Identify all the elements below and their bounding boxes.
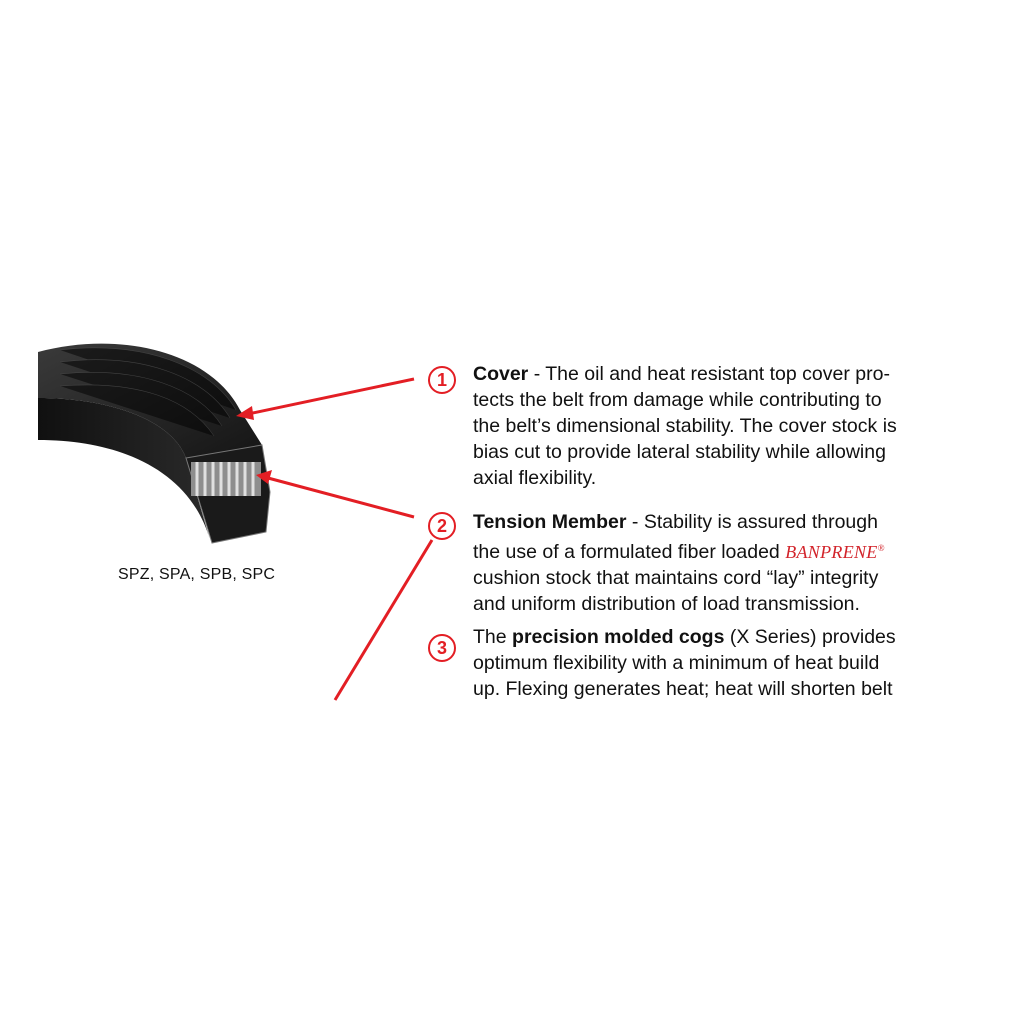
text-line: the use of a formulated fiber loaded BANPRENE® xyxy=(473,541,885,563)
text-line: cushion stock that maintains cord “lay” integrity xyxy=(473,567,879,589)
text-line: axial flexibility. xyxy=(473,467,597,489)
text-line: and uniform distribution of load transmission. xyxy=(473,593,860,615)
number-marker-2: 2 xyxy=(428,512,456,540)
description-cover xyxy=(473,361,953,491)
term-tension-member: Tension Member xyxy=(473,511,627,533)
text-line: tects the belt from damage while contributing to xyxy=(473,389,882,411)
text-line: The precision molded cogs (X Series) provides xyxy=(473,626,896,648)
banprene-brand: BANPRENE® xyxy=(785,542,885,562)
description-precision-cogs xyxy=(473,624,953,702)
term-precision-molded-cogs: precision molded cogs xyxy=(512,626,725,648)
leader-line-cogs xyxy=(335,540,432,700)
text-line: the belt’s dimensional stability. The cover stock is xyxy=(473,415,897,437)
v-belt-illustration xyxy=(38,344,270,543)
number-marker-1: 1 xyxy=(428,366,456,394)
text-line: Tension Member - Stability is assured through xyxy=(473,511,878,533)
tension-cords xyxy=(191,462,261,496)
belt-sizes-caption: SPZ, SPA, SPB, SPC xyxy=(118,566,276,583)
number-marker-3: 3 xyxy=(428,634,456,662)
leader-lines xyxy=(248,379,432,700)
leader-line-cover xyxy=(248,379,414,414)
leader-line-tension xyxy=(268,478,414,517)
description-tension-member xyxy=(473,509,953,617)
text-line: Cover - The oil and heat resistant top cover pro- xyxy=(473,363,890,385)
text-line: optimum flexibility with a minimum of heat build xyxy=(473,652,880,674)
text-line: bias cut to provide lateral stability while allowing xyxy=(473,441,886,463)
term-cover: Cover xyxy=(473,363,529,385)
text-line: up. Flexing generates heat; heat will shorten belt xyxy=(473,678,893,700)
